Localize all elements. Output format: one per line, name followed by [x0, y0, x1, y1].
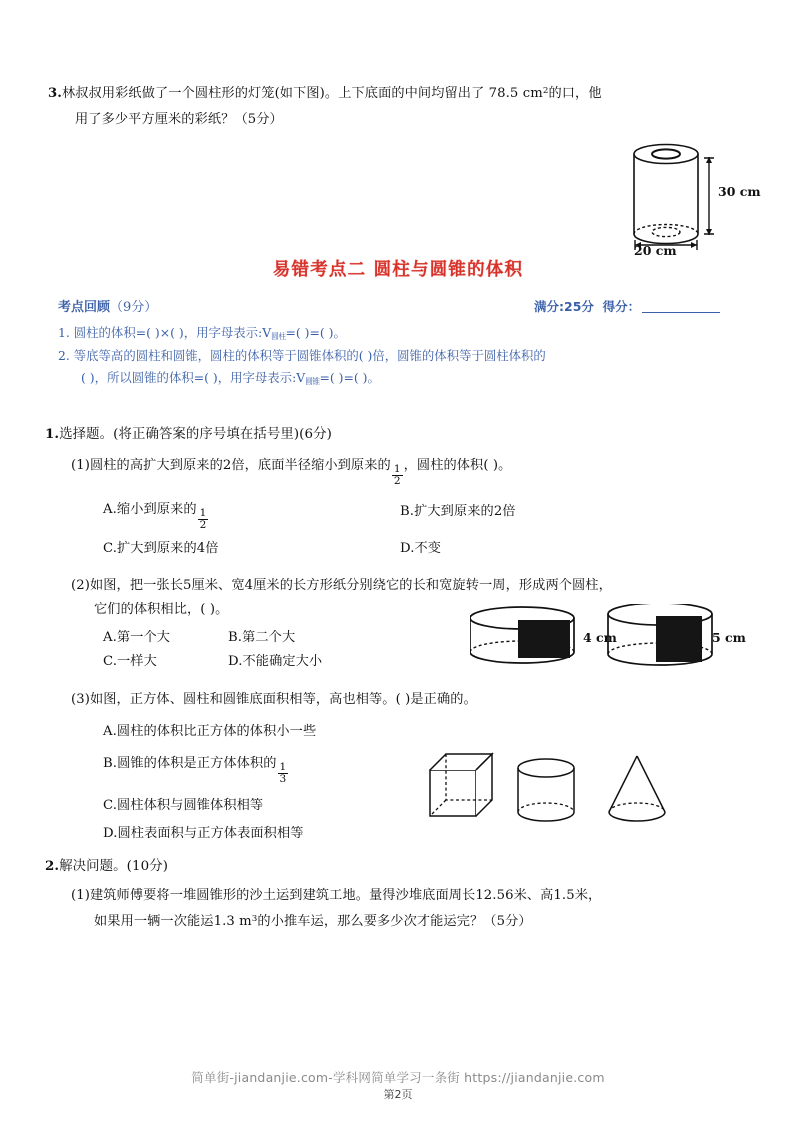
question-1-2-text-1: 如图，把一张长5厘米、宽4厘米的长方形纸分别绕它的长和宽旋转一周，形成两个圆柱， — [89, 578, 612, 593]
question-1-2-option-a[interactable] — [103, 628, 170, 648]
option-a-text: 第一个大 — [116, 630, 171, 645]
review-line-3 — [81, 368, 380, 387]
question-2-1-text-1: 建筑师傅要将一堆圆锥形的沙土运到建筑工地。量得沙堆底面周长12.56米、高1.5米， — [89, 888, 602, 903]
option-d-key: D. — [228, 654, 243, 669]
question-1-1-option-c[interactable] — [103, 539, 219, 559]
lantern-cylinder-svg — [612, 140, 772, 258]
question-1-2-stem-line-2: 它们的体积相比，( )。 — [94, 602, 229, 617]
question-1-1-label: (1) — [71, 458, 90, 473]
option-c-key: C. — [103, 798, 118, 813]
cube-cylinder-cone-figure — [424, 744, 674, 830]
option-a-key: A. — [103, 502, 117, 517]
cube-shape — [430, 754, 492, 816]
section-1-number: 1. — [45, 426, 60, 442]
question-1-2-option-c[interactable] — [103, 652, 157, 672]
question-3-text-1: 林叔叔用彩纸做了一个圆柱形的灯笼(如下图)。上下底面的中间均留出了 78.5 cm — [61, 86, 543, 101]
review-title — [58, 296, 157, 315]
review-line-1-sub: 圆柱 — [271, 331, 286, 341]
question-1-3-option-b[interactable] — [103, 754, 289, 786]
question-2-1-line-2 — [94, 912, 532, 932]
question-1-2-option-b[interactable] — [228, 628, 295, 648]
section-1-heading — [45, 424, 332, 446]
question-1-3-label: (3) — [71, 692, 90, 707]
option-a-key: A. — [103, 724, 117, 739]
question-1-3-option-d[interactable] — [103, 824, 304, 844]
option-d-text: 不能确定大小 — [242, 654, 323, 669]
option-d-key: D. — [103, 826, 118, 841]
option-a-text: 圆柱的体积比正方体的体积小一些 — [116, 724, 317, 739]
question-2-1-sup: 3 — [251, 914, 258, 925]
fraction-numerator: 1 — [279, 761, 287, 774]
three-shapes-svg — [424, 744, 674, 830]
fraction-denominator: 2 — [393, 474, 401, 487]
question-3-number: 3. — [48, 86, 62, 101]
question-1-3-text: 如图，正方体、圆柱和圆锥底面积相等，高也相等。( )是正确的。 — [89, 692, 477, 707]
question-2-1-text-2a: 如果用一辆一次能运1.3 m — [94, 914, 252, 929]
option-c-text: 扩大到原来的4倍 — [117, 541, 219, 556]
footer-watermark: 简单街-jiandanjie.com-学科网简单学习一条街 https://jiandanjie.com — [191, 1070, 605, 1085]
option-c-key: C. — [103, 654, 118, 669]
question-1-3-option-a[interactable] — [103, 722, 316, 742]
option-d-text: 圆柱表面积与正方体表面积相等 — [117, 826, 304, 841]
cone-shape — [609, 756, 665, 821]
question-1-2-stem-line-1 — [71, 576, 612, 596]
two-cylinders-figure — [470, 604, 770, 674]
option-b-key: B. — [400, 504, 415, 519]
section-2-heading — [45, 856, 168, 878]
question-1-1-fraction — [392, 464, 403, 487]
fraction-numerator: 1 — [199, 507, 207, 520]
section-2-heading-text: 解决问题。(10分) — [59, 859, 169, 874]
cylinder-right-label: 5 cm — [712, 630, 746, 645]
review-line-3-tail: =( )=( )。 — [319, 370, 380, 385]
fraction-denominator: 2 — [199, 518, 207, 531]
question-2-1-label: (1) — [71, 888, 90, 903]
option-c-text: 圆柱体积与圆锥体积相等 — [117, 798, 264, 813]
review-line-2: 2. 等底等高的圆柱和圆锥，圆柱的体积等于圆锥体积的( )倍，圆锥的体积等于圆柱体积的 — [58, 348, 546, 363]
section-2-number: 2. — [45, 858, 60, 874]
score-input-blank[interactable] — [642, 312, 720, 313]
question-1-1-option-b[interactable] — [400, 502, 516, 522]
question-1-3-stem — [71, 690, 477, 710]
cylinder-left-label: 4 cm — [583, 630, 617, 645]
question-3-sup: 2 — [542, 86, 549, 97]
review-line-3-text: ( )，所以圆锥的体积=( )，用字母表示:V — [81, 370, 306, 385]
section-1-heading-text: 选择题。(将正确答案的序号填在括号里)(6分) — [59, 427, 332, 442]
question-1-1-option-d[interactable] — [400, 539, 441, 559]
option-d-text: 不变 — [414, 541, 442, 556]
option-b-text: 圆锥的体积是正方体体积的 — [117, 756, 277, 771]
question-1-1-text-before: 圆柱的高扩大到原来的2倍，底面半径缩小到原来的 — [89, 458, 391, 473]
question-3-line-1 — [48, 84, 602, 104]
cylinder-shape — [518, 759, 574, 821]
question-3-text-1-end: 的口，他 — [548, 86, 602, 101]
question-1-2-option-d[interactable] — [228, 652, 322, 672]
question-2-1-line-1 — [71, 886, 601, 906]
question-3-line-2: 用了多少平方厘米的彩纸？（5分） — [75, 112, 283, 127]
fraction-denominator: 3 — [279, 772, 287, 785]
review-title-points: （9分） — [110, 300, 158, 315]
review-line-1 — [58, 323, 346, 342]
score-full-label: 满分:25分 — [534, 299, 594, 314]
section-banner-text: 易错考点二 圆柱与圆锥的体积 — [272, 260, 524, 280]
review-line-3-sub: 圆锥 — [305, 376, 320, 386]
option-b-text: 第二个大 — [242, 630, 296, 645]
option-a-key: A. — [103, 630, 117, 645]
question-1-2-label: (2) — [71, 578, 90, 593]
question-1-1-option-a[interactable] — [103, 500, 209, 532]
lantern-cylinder-figure — [612, 140, 772, 258]
question-1-3-option-c[interactable] — [103, 796, 263, 816]
lantern-height-label: 30 cm — [718, 184, 761, 199]
score-line — [534, 297, 720, 315]
review-line-1-tail: =( )=( )。 — [285, 325, 346, 340]
option-b-key: B. — [103, 756, 118, 771]
option-d-key: D. — [400, 541, 415, 556]
lantern-diameter-label: 20 cm — [634, 243, 677, 258]
option-b-text: 扩大到原来的2倍 — [414, 504, 516, 519]
question-1-1-text-after: ，圆柱的体积( )。 — [403, 458, 512, 473]
footer-page-number: 第2页 — [383, 1088, 413, 1101]
fraction-numerator: 1 — [393, 463, 401, 476]
option-c-text: 一样大 — [117, 654, 157, 669]
option-a-fraction — [198, 508, 209, 531]
section-banner — [0, 256, 796, 281]
review-line-1-text: 1. 圆柱的体积=( )×( )，用字母表示:V — [58, 325, 272, 340]
option-b-fraction — [278, 762, 289, 785]
option-c-key: C. — [103, 541, 118, 556]
score-get-label: 得分： — [602, 299, 641, 314]
review-title-text: 考点回顾 — [58, 300, 111, 315]
question-1-1-stem — [71, 456, 511, 488]
question-2-1-text-2b: 的小推车运，那么要多少次才能运完？（5分） — [257, 914, 532, 929]
option-b-key: B. — [228, 630, 243, 645]
option-a-text: 缩小到原来的 — [116, 502, 197, 517]
